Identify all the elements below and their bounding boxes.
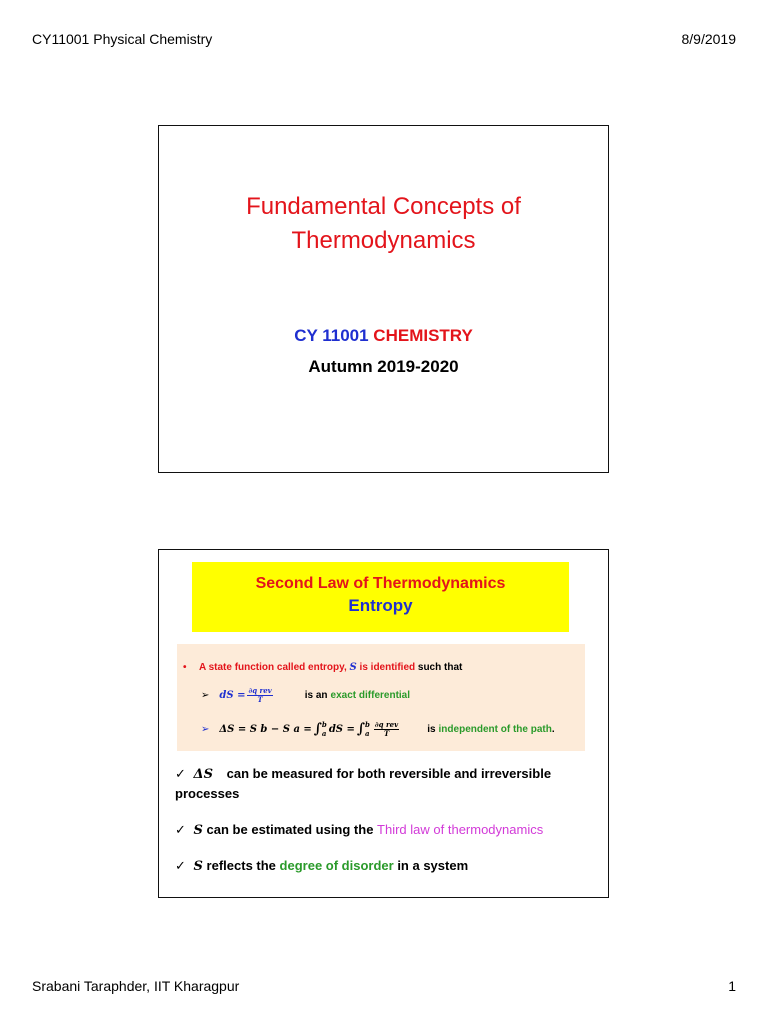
eq2-text-b: independent of the path (438, 723, 552, 735)
check-2-text-a: can be estimated using the (206, 822, 374, 837)
check-3-symbol: S (193, 859, 203, 874)
eq1-lhs: dS = (219, 689, 246, 701)
bullet-dot: • (183, 662, 187, 673)
check-2-text-b: Third law of thermodynamics (377, 822, 544, 837)
bullet-symbol: S (349, 662, 357, 673)
integral-limits (322, 720, 327, 738)
slide-banner (192, 562, 569, 632)
check-2-symbol: S (193, 823, 203, 838)
arrow-bullet-icon: ➢ (201, 689, 210, 701)
check-item-third-law (175, 822, 543, 838)
check-1-symbol: ΔS (193, 767, 214, 782)
eq1-denominator: T (257, 694, 263, 704)
eq1-numerator: ∂q rev (248, 685, 272, 695)
eq2-lhs: ΔS = S b − S a = (219, 723, 312, 735)
lower-limit: a (321, 729, 327, 738)
title-line-2: Thermodynamics (291, 227, 476, 254)
page-header-date: 8/9/2019 (681, 31, 736, 47)
check-item-disorder (175, 858, 468, 874)
check-3-text-a: reflects the (206, 858, 276, 873)
lower-limit-2: a (365, 729, 370, 738)
slide-title (158, 125, 609, 473)
course-name: CHEMISTRY (373, 326, 473, 345)
eq2-text-c: . (551, 723, 555, 735)
definition-box (177, 644, 585, 751)
slide-main-title (159, 190, 608, 258)
check-1-text: can be measured for both reversible and irreversible processes (175, 766, 552, 801)
bullet-text-1: A state function called entropy, (198, 662, 347, 673)
equation-exact-differential (201, 682, 410, 708)
page-header-course: CY11001 Physical Chemistry (32, 31, 213, 47)
integral-sign-2: ∫ (356, 721, 365, 737)
eq2-integrand: dS = (328, 723, 355, 735)
eq1-fraction (247, 687, 272, 704)
eq2-text-a: is (427, 723, 436, 735)
page-number: 1 (728, 978, 736, 994)
banner-title: Second Law of Thermodynamics (255, 575, 506, 592)
check-item-measurement (175, 764, 595, 803)
eq2-denominator: T (383, 728, 390, 738)
upper-limit-2: b (365, 720, 370, 729)
page-footer-author: Srabani Taraphder, IIT Kharagpur (32, 978, 240, 994)
checkmark-icon: ✓ (175, 767, 186, 782)
eq1-text-a: is an (304, 689, 328, 701)
definition-bullet (183, 662, 462, 673)
bullet-text-3: such that (417, 662, 463, 673)
course-code: CY 11001 (294, 326, 369, 345)
checkmark-icon: ✓ (175, 859, 186, 874)
slide-second-law (158, 549, 609, 898)
integral-limits-2 (365, 720, 370, 738)
check-3-text-b: degree of disorder (279, 858, 394, 873)
upper-limit: b (321, 720, 327, 729)
checkmark-icon: ✓ (175, 823, 186, 838)
arrow-bullet-icon: ➢ (201, 723, 210, 735)
eq2-fraction (374, 721, 399, 738)
bullet-text-2: is identified (359, 662, 416, 673)
course-line (159, 326, 608, 346)
eq1-text-b: exact differential (330, 689, 411, 701)
equation-path-independent (201, 714, 555, 744)
banner-subtitle: Entropy (348, 596, 413, 615)
eq2-numerator: ∂q rev (374, 719, 399, 729)
title-line-1: Fundamental Concepts of (246, 193, 521, 220)
course-term: Autumn 2019-2020 (308, 357, 459, 376)
check-3-text-c: in a system (397, 858, 469, 873)
integral-sign: ∫ (313, 721, 322, 737)
